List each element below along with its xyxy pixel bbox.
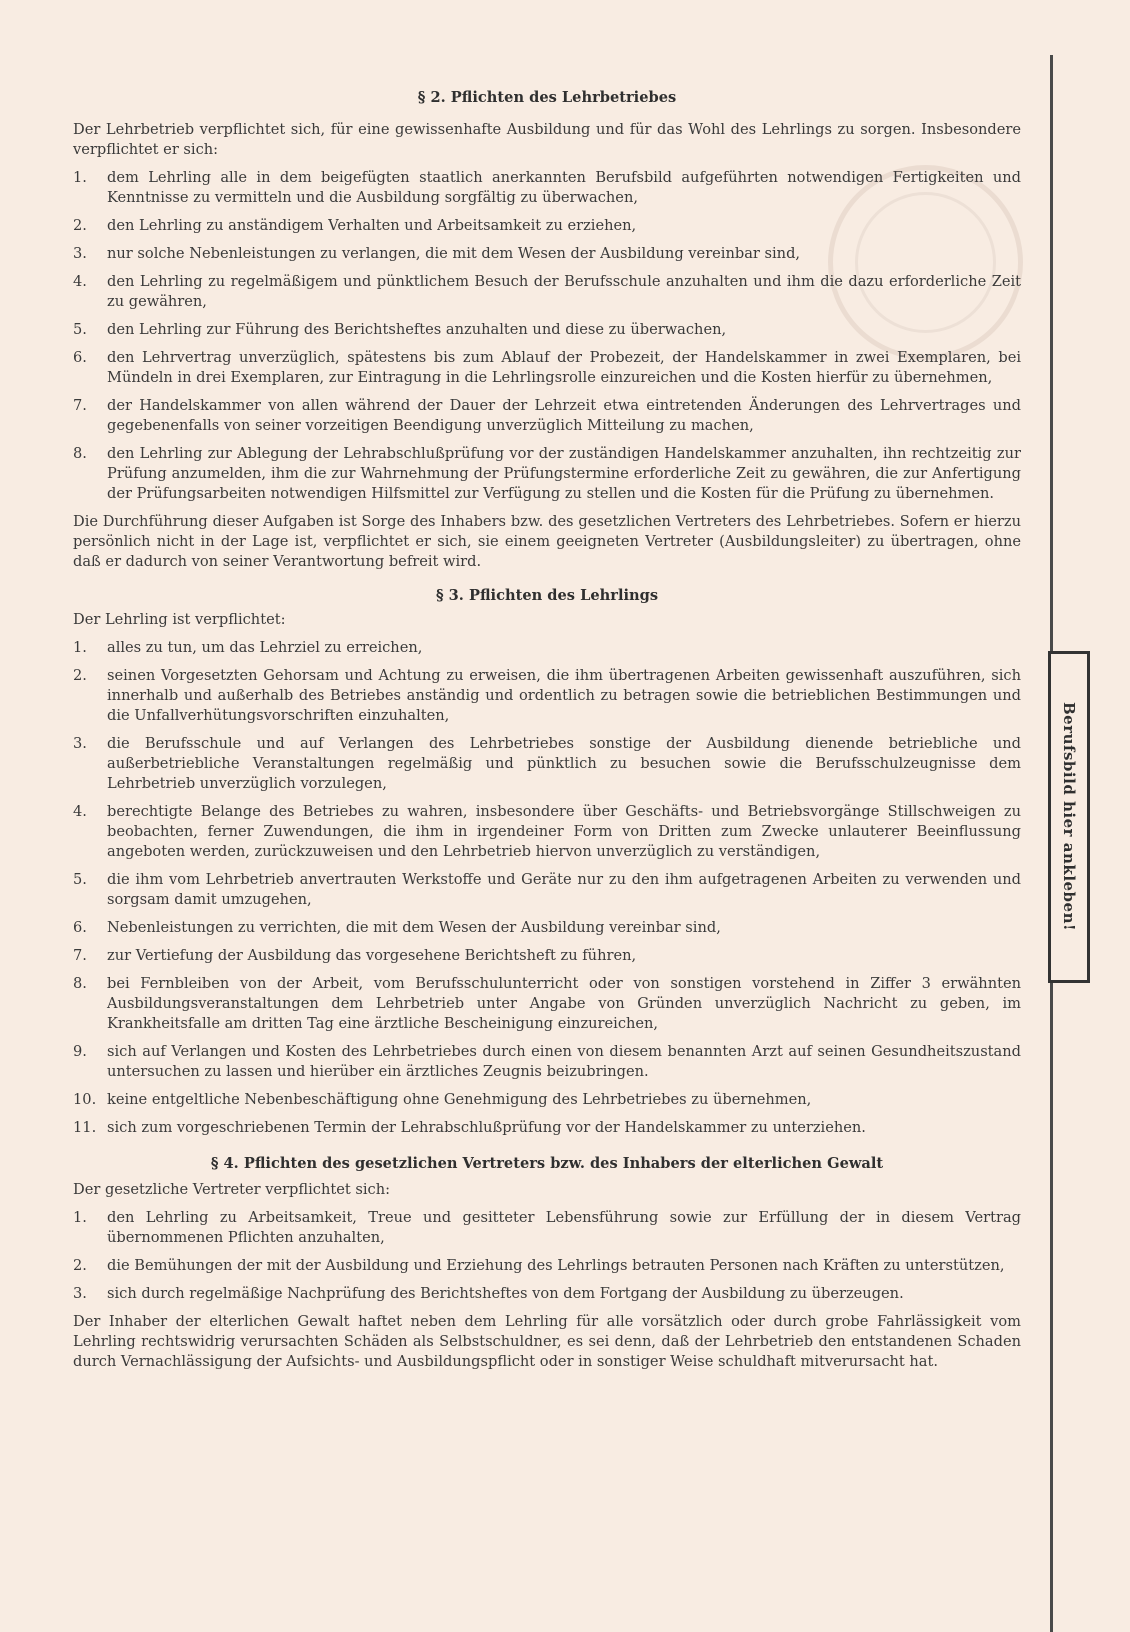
section-heading: § 3. Pflichten des Lehrlings bbox=[435, 587, 659, 604]
item-text: den Lehrling zu regelmäßigem und pünktlichem Besuch der Berufsschule anzuhalten und ihm die dazu erforderliche Zeit zu gewähren, bbox=[107, 273, 1021, 310]
item-number: 10. bbox=[73, 1091, 97, 1108]
section-3 bbox=[73, 586, 1021, 1138]
item-number: 6. bbox=[73, 349, 87, 366]
list-item bbox=[73, 168, 1021, 208]
section-list bbox=[73, 638, 1021, 1138]
item-text: seinen Vorgesetzten Gehorsam und Achtung zu erweisen, die ihm übertragenen Arbeiten gewissenhaft auszuführen, sich innerhalb und außerhalb des Betriebes anständig und ordentlich zu betragen sowie die betrieblichen Bestimmungen und die Unfallverhütungsvorschriften einzuhalten, bbox=[107, 667, 1021, 724]
list-item bbox=[73, 918, 1021, 938]
list-item bbox=[73, 734, 1021, 794]
paste-here-box bbox=[1048, 651, 1090, 983]
list-item bbox=[73, 320, 1021, 340]
list-item bbox=[73, 1208, 1021, 1248]
item-text: keine entgeltliche Nebenbeschäftigung ohne Genehmigung des Lehrbetriebes zu übernehmen, bbox=[107, 1091, 812, 1108]
item-number: 5. bbox=[73, 321, 87, 338]
section-2 bbox=[73, 88, 1021, 572]
section-list bbox=[73, 168, 1021, 504]
section-outro: Die Durchführung dieser Aufgaben ist Sorge des Inhabers bzw. des gesetzlichen Vertreters des Lehrbetriebes. Sofern er hierzu persönlich nicht in der Lage ist, verpflichtet er sich, sie einem geeigneten Vertreter (Ausbildungsleiter) zu übertragen, ohne daß er dadurch von seiner Verantwortung befreit wird. bbox=[73, 513, 1021, 570]
section-intro: Der Lehrling ist verpflichtet: bbox=[73, 611, 286, 628]
list-item bbox=[73, 1090, 1021, 1110]
item-text: den Lehrling zur Führung des Berichtsheftes anzuhalten und diese zu überwachen, bbox=[107, 321, 727, 338]
item-number: 6. bbox=[73, 919, 87, 936]
list-item bbox=[73, 666, 1021, 726]
list-item bbox=[73, 216, 1021, 236]
section-intro: Der gesetzliche Vertreter verpflichtet sich: bbox=[73, 1181, 391, 1198]
item-text: dem Lehrling alle in dem beigefügten staatlich anerkannten Berufsbild aufgeführten notwendigen Fertigkeiten und Kenntnisse zu vermitteln und die Ausbildung sorgfältig zu überwachen, bbox=[107, 169, 1021, 206]
list-item bbox=[73, 1256, 1021, 1276]
item-text: sich zum vorgeschriebenen Termin der Lehrabschlußprüfung vor der Handelskammer zu unterziehen. bbox=[107, 1119, 866, 1136]
item-text: sich auf Verlangen und Kosten des Lehrbetriebes durch einen von diesem benannten Arzt auf seinen Gesundheitszustand untersuchen zu lassen und hierüber ein ärztliches Zeugnis beizubringen. bbox=[107, 1043, 1021, 1080]
list-item bbox=[73, 974, 1021, 1034]
list-item bbox=[73, 272, 1021, 312]
item-number: 8. bbox=[73, 975, 87, 992]
item-text: den Lehrling zur Ablegung der Lehrabschlußprüfung vor der zuständigen Handelskammer anzuhalten, ihn rechtzeitig zur Prüfung anzumelden, ihm die zur Wahrnehmung der Prüfungstermine erforderliche Zeit zu gewähren, die zur Anfertigung der Prüfungsarbeiten notwendigen Hilfsmittel zur Verfügung zu stellen und die Kosten für die Prüfung zu übernehmen. bbox=[107, 445, 1021, 502]
item-number: 3. bbox=[73, 735, 87, 752]
list-item bbox=[73, 870, 1021, 910]
item-text: den Lehrling zu anständigem Verhalten und Arbeitsamkeit zu erziehen, bbox=[107, 217, 637, 234]
list-item bbox=[73, 348, 1021, 388]
item-number: 1. bbox=[73, 639, 87, 656]
item-text: die ihm vom Lehrbetrieb anvertrauten Werkstoffe und Geräte nur zu den ihm aufgetragenen Arbeiten zu verwenden und sorgsam damit umzugehen, bbox=[107, 871, 1021, 908]
contract-text bbox=[73, 88, 1021, 1380]
list-item bbox=[73, 946, 1021, 966]
item-number: 7. bbox=[73, 397, 87, 414]
section-intro: Der Lehrbetrieb verpflichtet sich, für eine gewissenhafte Ausbildung und für das Wohl des Lehrlings zu sorgen. Insbesondere verpflichtet er sich: bbox=[73, 121, 1021, 158]
list-item bbox=[73, 1042, 1021, 1082]
item-text: den Lehrling zu Arbeitsamkeit, Treue und gesitteter Lebensführung sowie zur Erfüllung der in diesem Vertrag übernommenen Pflichten anzuhalten, bbox=[107, 1209, 1021, 1246]
item-text: nur solche Nebenleistungen zu verlangen, die mit dem Wesen der Ausbildung vereinbar sind, bbox=[107, 245, 801, 262]
item-text: die Berufsschule und auf Verlangen des Lehrbetriebes sonstige der Ausbildung dienende betriebliche und außerbetriebliche Veranstaltungen regelmäßig und pünktlich zu besuchen sowie die Berufsschulzeugnisse dem Lehrbetrieb unverzüglich vorzulegen, bbox=[107, 735, 1021, 792]
item-number: 4. bbox=[73, 273, 87, 290]
item-number: 7. bbox=[73, 947, 87, 964]
item-text: berechtigte Belange des Betriebes zu wahren, insbesondere über Geschäfts- und Betriebsvorgänge Stillschweigen zu beobachten, ferner Zuwendungen, die ihm in irgendeiner Form von Dritten zum Zwecke unlauterer Beeinflussung angeboten werden, zurückzuweisen und den Lehrbetrieb hiervon unverzüglich zu verständigen, bbox=[107, 803, 1021, 860]
item-number: 4. bbox=[73, 803, 87, 820]
item-number: 3. bbox=[73, 245, 87, 262]
item-text: bei Fernbleiben von der Arbeit, vom Berufsschulunterricht oder von sonstigen vorstehend in Ziffer 3 erwähnten Ausbildungsveranstaltungen dem Lehrbetrieb unter Angabe von Gründen unverzüglich Nachricht zu geben, im Krankheitsfalle am dritten Tag eine ärztliche Bescheinigung einzureichen, bbox=[107, 975, 1021, 1032]
section-heading: § 4. Pflichten des gesetzlichen Vertreters bzw. des Inhabers der elterlichen Gewalt bbox=[210, 1155, 884, 1172]
item-text: den Lehrvertrag unverzüglich, spätestens bis zum Ablauf der Probezeit, der Handelskammer in zwei Exemplaren, bei Mündeln in drei Exemplaren, zur Eintragung in die Lehrlingsrolle einzureichen und die Kosten hierfür zu übernehmen, bbox=[107, 349, 1021, 386]
item-number: 8. bbox=[73, 445, 87, 462]
item-number: 2. bbox=[73, 667, 87, 684]
item-number: 1. bbox=[73, 169, 87, 186]
list-item bbox=[73, 1118, 1021, 1138]
item-number: 2. bbox=[73, 217, 87, 234]
item-text: alles zu tun, um das Lehrziel zu erreichen, bbox=[107, 639, 423, 656]
list-item bbox=[73, 244, 1021, 264]
list-item bbox=[73, 638, 1021, 658]
item-text: sich durch regelmäßige Nachprüfung des Berichtsheftes von dem Fortgang der Ausbildung zu überzeugen. bbox=[107, 1285, 904, 1302]
item-text: Nebenleistungen zu verrichten, die mit dem Wesen der Ausbildung vereinbar sind, bbox=[107, 919, 721, 936]
item-text: zur Vertiefung der Ausbildung das vorgesehene Berichtsheft zu führen, bbox=[107, 947, 637, 964]
section-4 bbox=[73, 1154, 1021, 1372]
list-item bbox=[73, 802, 1021, 862]
list-item bbox=[73, 444, 1021, 504]
item-number: 11. bbox=[73, 1119, 97, 1136]
item-number: 9. bbox=[73, 1043, 87, 1060]
list-item bbox=[73, 396, 1021, 436]
list-item bbox=[73, 1284, 1021, 1304]
item-text: der Handelskammer von allen während der Dauer der Lehrzeit etwa eintretenden Änderungen des Lehrvertrages und gegebenenfalls von seiner vorzeitigen Beendigung unverzüglich Mitteilung zu machen, bbox=[107, 397, 1021, 434]
item-number: 2. bbox=[73, 1257, 87, 1274]
side-label: Berufsbild hier ankleben! bbox=[1060, 702, 1078, 932]
section-outro: Der Inhaber der elterlichen Gewalt haftet neben dem Lehrling für alle vorsätzlich oder durch grobe Fahrlässigkeit vom Lehrling rechtswidrig verursachten Schäden als Selbstschuldner, es sei denn, daß der Lehrbetrieb den entstandenen Schaden durch Vernachlässigung der Aufsichts- und Ausbildungspflicht oder in sonstiger Weise schuldhaft mitverursacht hat. bbox=[73, 1313, 1021, 1370]
item-text: die Bemühungen der mit der Ausbildung und Erziehung des Lehrlings betrauten Personen nach Kräften zu unterstützen, bbox=[107, 1257, 1005, 1274]
item-number: 3. bbox=[73, 1285, 87, 1302]
section-heading: § 2. Pflichten des Lehrbetriebes bbox=[417, 89, 677, 106]
item-number: 1. bbox=[73, 1209, 87, 1226]
section-list bbox=[73, 1208, 1021, 1304]
item-number: 5. bbox=[73, 871, 87, 888]
